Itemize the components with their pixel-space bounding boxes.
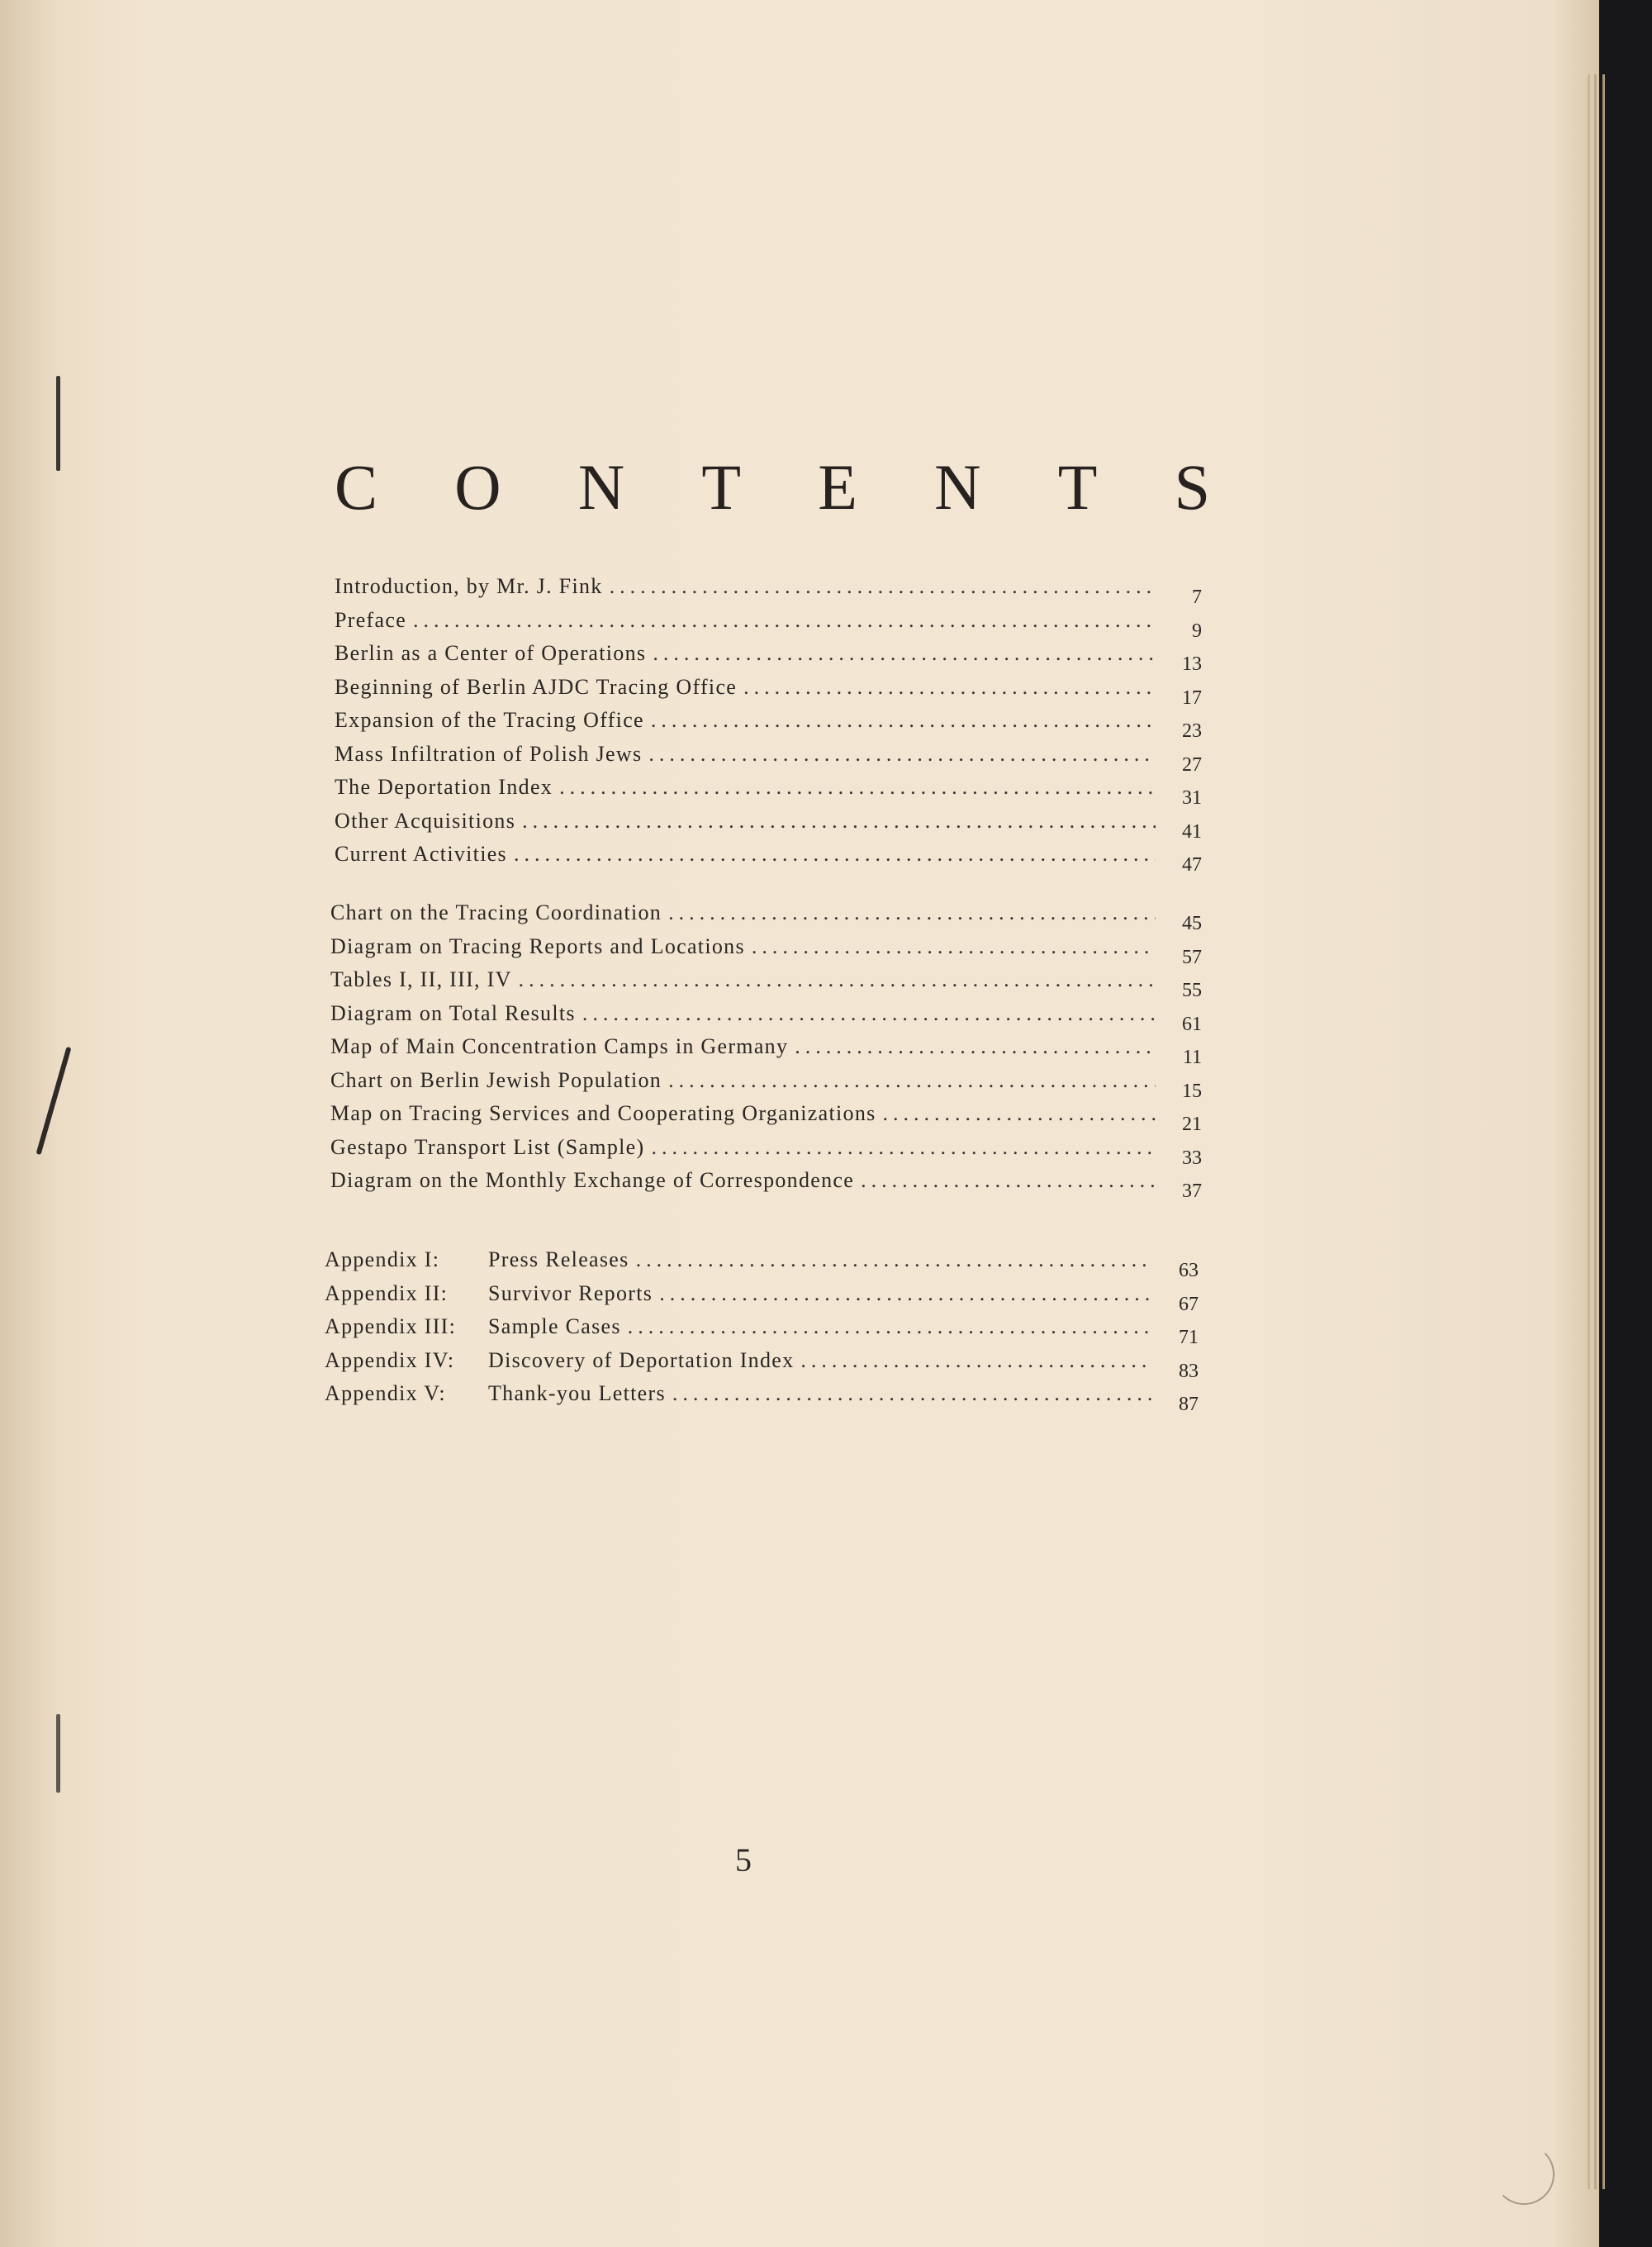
leader-dots <box>648 742 1156 767</box>
toc-entry <box>330 1168 1202 1202</box>
toc-page-number: 37 <box>1182 1181 1202 1202</box>
binding-staple <box>56 376 60 471</box>
heading-letter: T <box>1057 451 1098 523</box>
toc-entry <box>325 1247 1199 1281</box>
leader-dots <box>653 641 1156 666</box>
leader-dots <box>795 1034 1156 1059</box>
leader-dots <box>628 1314 1152 1339</box>
toc-entry-title: Thank-you Letters <box>488 1381 666 1405</box>
toc-entry-title: Introduction, by Mr. J. Fink <box>335 574 603 598</box>
toc-page-number: 47 <box>1182 854 1202 876</box>
toc-page-number: 41 <box>1182 820 1202 843</box>
toc-entry <box>335 842 1202 876</box>
leader-dots <box>800 1348 1152 1373</box>
heading-letter: S <box>1174 451 1210 523</box>
toc-entry <box>325 1281 1199 1315</box>
toc-entry <box>335 574 1202 608</box>
toc-entry-title: Other Acquisitions <box>335 808 516 833</box>
toc-page-number: 7 <box>1192 587 1202 608</box>
toc-entry-title: Diagram on Total Results <box>330 1000 576 1025</box>
heading-letter: E <box>818 451 857 523</box>
toc-page-number: 63 <box>1179 1260 1199 1281</box>
toc-entry <box>330 967 1202 1001</box>
toc-entry-title: Chart on the Tracing Coordination <box>330 900 662 924</box>
toc-entry-title: Current Activities <box>335 842 507 866</box>
toc-page-number: 23 <box>1182 720 1202 742</box>
leader-dots <box>659 1281 1152 1306</box>
toc-entry-title: Sample Cases <box>488 1314 621 1338</box>
toc-entry <box>335 809 1202 843</box>
heading-letter: N <box>934 451 981 523</box>
leader-dots <box>651 708 1156 733</box>
toc-entry-title: Beginning of Berlin AJDC Tracing Office <box>335 674 738 699</box>
toc-entry-title: Gestapo Transport List (Sample) <box>330 1134 645 1159</box>
contents-heading <box>335 450 1210 525</box>
toc-page-number: 15 <box>1182 1080 1202 1102</box>
toc-entry <box>325 1381 1199 1415</box>
leader-dots <box>861 1168 1156 1193</box>
toc-page-number: 13 <box>1182 653 1202 675</box>
toc-entry-title: Discovery of Deportation Index <box>488 1347 795 1372</box>
toc-entry <box>335 675 1202 709</box>
toc-illustrations <box>330 900 1202 1202</box>
toc-page-number: 33 <box>1182 1147 1202 1169</box>
leader-dots <box>582 1001 1156 1026</box>
binding-staple <box>56 1714 60 1793</box>
toc-entry <box>325 1314 1199 1348</box>
toc-entry <box>325 1348 1199 1382</box>
pen-mark <box>36 1047 72 1155</box>
toc-page-number: 67 <box>1179 1293 1199 1315</box>
toc-entry <box>330 900 1202 934</box>
toc-entry <box>335 708 1202 742</box>
toc-entry-title: Mass Infiltration of Polish Jews <box>335 741 643 766</box>
toc-page-number: 21 <box>1182 1114 1202 1135</box>
toc-entry <box>335 775 1202 809</box>
heading-letter: N <box>577 451 625 523</box>
toc-page-number: 83 <box>1179 1360 1199 1382</box>
appendix-number: Appendix I: <box>325 1247 440 1271</box>
leader-dots <box>651 1135 1156 1160</box>
toc-page-number: 31 <box>1182 787 1202 809</box>
toc-page-number: 61 <box>1182 1013 1202 1035</box>
corner-curl <box>1493 2144 1555 2205</box>
leader-dots <box>668 1068 1156 1093</box>
toc-page-number: 45 <box>1182 913 1202 934</box>
toc-entry <box>330 1135 1202 1169</box>
toc-entry <box>330 1101 1202 1135</box>
leader-dots <box>668 900 1156 925</box>
toc-entry-title: Chart on Berlin Jewish Population <box>330 1067 662 1092</box>
leader-dots <box>636 1247 1152 1272</box>
page-number: 5 <box>735 1841 752 1879</box>
appendix-number: Appendix V: <box>325 1381 446 1405</box>
toc-entry <box>330 1001 1202 1035</box>
toc-page-number: 87 <box>1179 1394 1199 1415</box>
toc-entry <box>335 608 1202 642</box>
toc-page-number: 57 <box>1182 946 1202 968</box>
toc-page-number: 17 <box>1182 686 1202 709</box>
toc-page-number: 9 <box>1192 620 1202 642</box>
toc-page-number: 27 <box>1182 753 1202 776</box>
toc-entry <box>335 641 1202 675</box>
leader-dots <box>672 1381 1152 1406</box>
appendix-number: Appendix II: <box>325 1280 449 1305</box>
leader-dots <box>413 608 1156 633</box>
leader-dots <box>752 934 1156 959</box>
toc-entry <box>330 1034 1202 1068</box>
leader-dots <box>522 809 1156 834</box>
page-edge <box>1594 74 1597 2189</box>
heading-letter: O <box>454 451 501 523</box>
toc-page-number: 11 <box>1182 1047 1202 1068</box>
toc-entry <box>330 934 1202 968</box>
toc-entry-title: Map of Main Concentration Camps in Germany <box>330 1034 789 1058</box>
toc-chapters <box>335 574 1202 876</box>
toc-entry-title: Diagram on the Monthly Exchange of Correspondence <box>330 1168 855 1192</box>
toc-entry <box>330 1068 1202 1102</box>
leader-dots <box>610 574 1156 599</box>
heading-letter: C <box>335 451 378 523</box>
heading-letter: T <box>701 451 742 523</box>
toc-entry <box>335 742 1202 776</box>
toc-entry-title: Press Releases <box>488 1247 629 1271</box>
leader-dots <box>883 1101 1156 1126</box>
leader-dots <box>559 775 1156 800</box>
toc-entry-title: Tables I, II, III, IV <box>330 967 512 991</box>
toc-entry-title: Preface <box>335 607 407 632</box>
page-edge <box>1588 74 1590 2189</box>
appendix-number: Appendix III: <box>325 1314 457 1338</box>
toc-entry-title: Map on Tracing Services and Cooperating Organizations <box>330 1101 876 1125</box>
toc-page-number: 71 <box>1179 1327 1199 1348</box>
toc-entry-title: The Deportation Index <box>335 775 553 799</box>
toc-appendices <box>325 1247 1199 1415</box>
leader-dots <box>519 967 1156 992</box>
toc-entry-title: Survivor Reports <box>488 1280 653 1305</box>
toc-entry-title: Expansion of the Tracing Office <box>335 708 644 732</box>
leader-dots <box>514 842 1156 867</box>
toc-entry-title: Berlin as a Center of Operations <box>335 641 647 665</box>
page-edge <box>1602 74 1605 2189</box>
toc-page-number: 55 <box>1182 980 1202 1001</box>
appendix-number: Appendix IV: <box>325 1347 455 1372</box>
toc-entry-title: Diagram on Tracing Reports and Locations <box>330 933 745 958</box>
leader-dots <box>743 675 1156 700</box>
